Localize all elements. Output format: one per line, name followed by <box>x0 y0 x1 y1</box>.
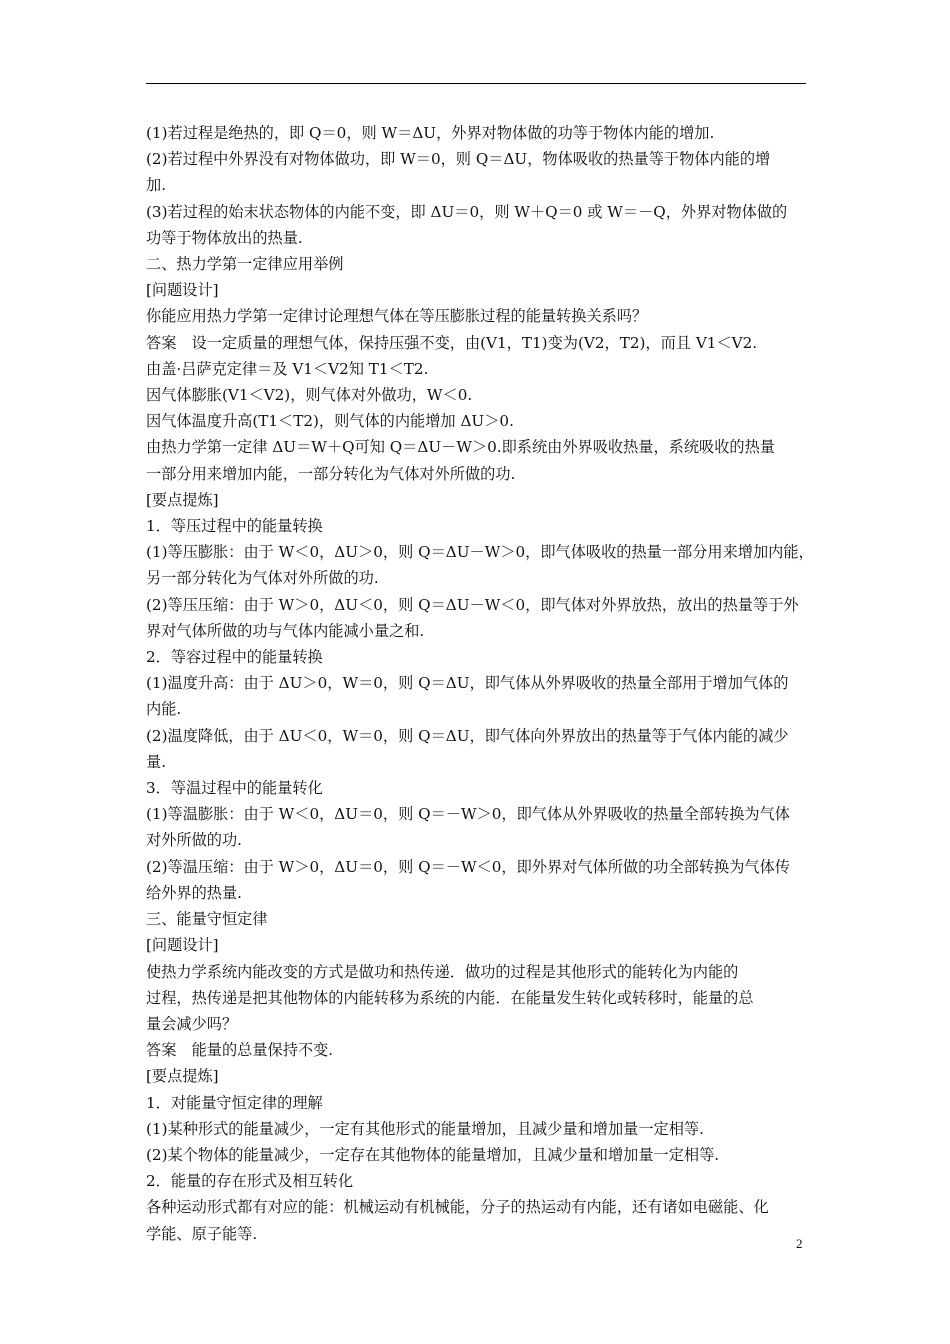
text-line: 各种运动形式都有对应的能：机械运动有机械能，分子的热运动有内能，还有诸如电磁能、化 <box>146 1198 769 1217</box>
section-heading: 三、能量守恒定律 <box>146 910 268 929</box>
text-line: 加. <box>146 176 167 195</box>
point-heading: 2．等容过程中的能量转换 <box>146 648 323 667</box>
text-line: (2)某个物体的能量减少，一定存在其他物体的能量增加，且减少量和增加量一定相等. <box>146 1145 720 1164</box>
text-line: 量会减少吗？ <box>146 1014 238 1033</box>
point-heading: 1．等压过程中的能量转换 <box>146 517 323 536</box>
subsection-label: [问题设计] <box>146 281 219 300</box>
text-line: (1)若过程是绝热的，即 Q＝0，则 W＝ΔU，外界对物体做的功等于物体内能的增加. <box>146 124 715 142</box>
text-line: 你能应用热力学第一定律讨论理想气体在等压膨胀过程的能量转换关系吗？ <box>146 307 648 326</box>
text-line: (1)等温膨胀：由于 W＜0，ΔU＝0，则 Q＝－W＞0，即气体从外界吸收的热量全部转换为气体 <box>146 805 790 824</box>
text-line: 答案 能量的总量保持不变. <box>146 1041 334 1060</box>
text-line: (2)等温压缩：由于 W＞0，ΔU＝0，则 Q＝－W＜0，即外界对气体所做的功全部转换为气体传 <box>146 857 790 876</box>
text-line: 使热力学系统内能改变的方式是做功和热传递．做功的过程是其他形式的能转化为内能的 <box>146 962 739 981</box>
text-line: 另一部分转化为气体对外所做的功. <box>146 569 379 588</box>
text-line: 由热力学第一定律 ΔU＝W＋Q可知 Q＝ΔU－W＞0.即系统由外界吸收热量，系统吸收的热量 <box>146 438 775 457</box>
text-line: 学能、原子能等. <box>146 1224 258 1243</box>
text-line: 因气体温度升高(T1＜T2)，则气体的内能增加 ΔU＞0. <box>146 412 514 431</box>
text-line: (2)若过程中外界没有对物体做功，即 W＝0，则 Q＝ΔU，物体吸收的热量等于物体内能的增 <box>146 150 771 169</box>
point-heading: 3．等温过程中的能量转化 <box>146 779 323 798</box>
text-line: (1)某种形式的能量减少，一定有其他形式的能量增加，且减少量和增加量一定相等. <box>146 1119 704 1138</box>
text-line: 一部分用来增加内能，一部分转化为气体对外所做的功. <box>146 464 516 483</box>
text-line: 内能. <box>146 700 182 719</box>
text-line: (2)等压压缩：由于 W＞0，ΔU＜0，则 Q＝ΔU－W＜0，即气体对外界放热，放出的热量等于外 <box>146 595 799 614</box>
text-line: (2)温度降低，由于 ΔU＜0，W＝0，则 Q＝ΔU，即气体向外界放出的热量等于气体内能的减少 <box>146 726 789 745</box>
text-line: (3)若过程的始末状态物体的内能不变，即 ΔU＝0，则 W＋Q＝0 或 W＝－Q，外界对物体做的 <box>146 202 788 221</box>
text-line: (1)温度升高：由于 ΔU＞0，W＝0，则 Q＝ΔU，即气体从外界吸收的热量全部用于增加气体的 <box>146 674 789 693</box>
text-line: 过程，热传递是把其他物体的内能转移为系统的内能．在能量发生转化或转移时，能量的总 <box>146 988 754 1007</box>
text-line: 界对气体所做的功与气体内能减小量之和. <box>146 621 425 640</box>
point-heading: 1．对能量守恒定律的理解 <box>146 1093 323 1112</box>
text-line: (1)等压膨胀：由于 W＜0，ΔU＞0，则 Q＝ΔU－W＞0，即气体吸收的热量一部分用来增加内能， <box>146 543 814 562</box>
text-line: 答案 设一定质量的理想气体，保持压强不变，由(V1，T1)变为(V2，T2)，而且 V1＜V2. <box>146 333 758 352</box>
point-heading: 2．能量的存在形式及相互转化 <box>146 1172 354 1191</box>
text-line: 因气体膨胀(V1＜V2)，则气体对外做功，W＜0. <box>146 386 473 405</box>
text-line: 给外界的热量. <box>146 883 242 902</box>
header-rule <box>146 83 806 84</box>
text-line: 对外所做的功. <box>146 831 242 850</box>
subsection-label: [要点提炼] <box>146 1067 219 1086</box>
page-number: 2 <box>796 1236 803 1251</box>
text-line: 功等于物体放出的热量. <box>146 228 303 247</box>
text-line: 由盖·吕萨克定律＝及 V1＜V2知 T1＜T2. <box>146 359 429 378</box>
document-body <box>146 120 814 1247</box>
subsection-label: [要点提炼] <box>146 490 219 509</box>
text-line: 量. <box>146 752 167 771</box>
section-heading: 二、热力学第一定律应用举例 <box>146 255 344 274</box>
subsection-label: [问题设计] <box>146 936 219 955</box>
